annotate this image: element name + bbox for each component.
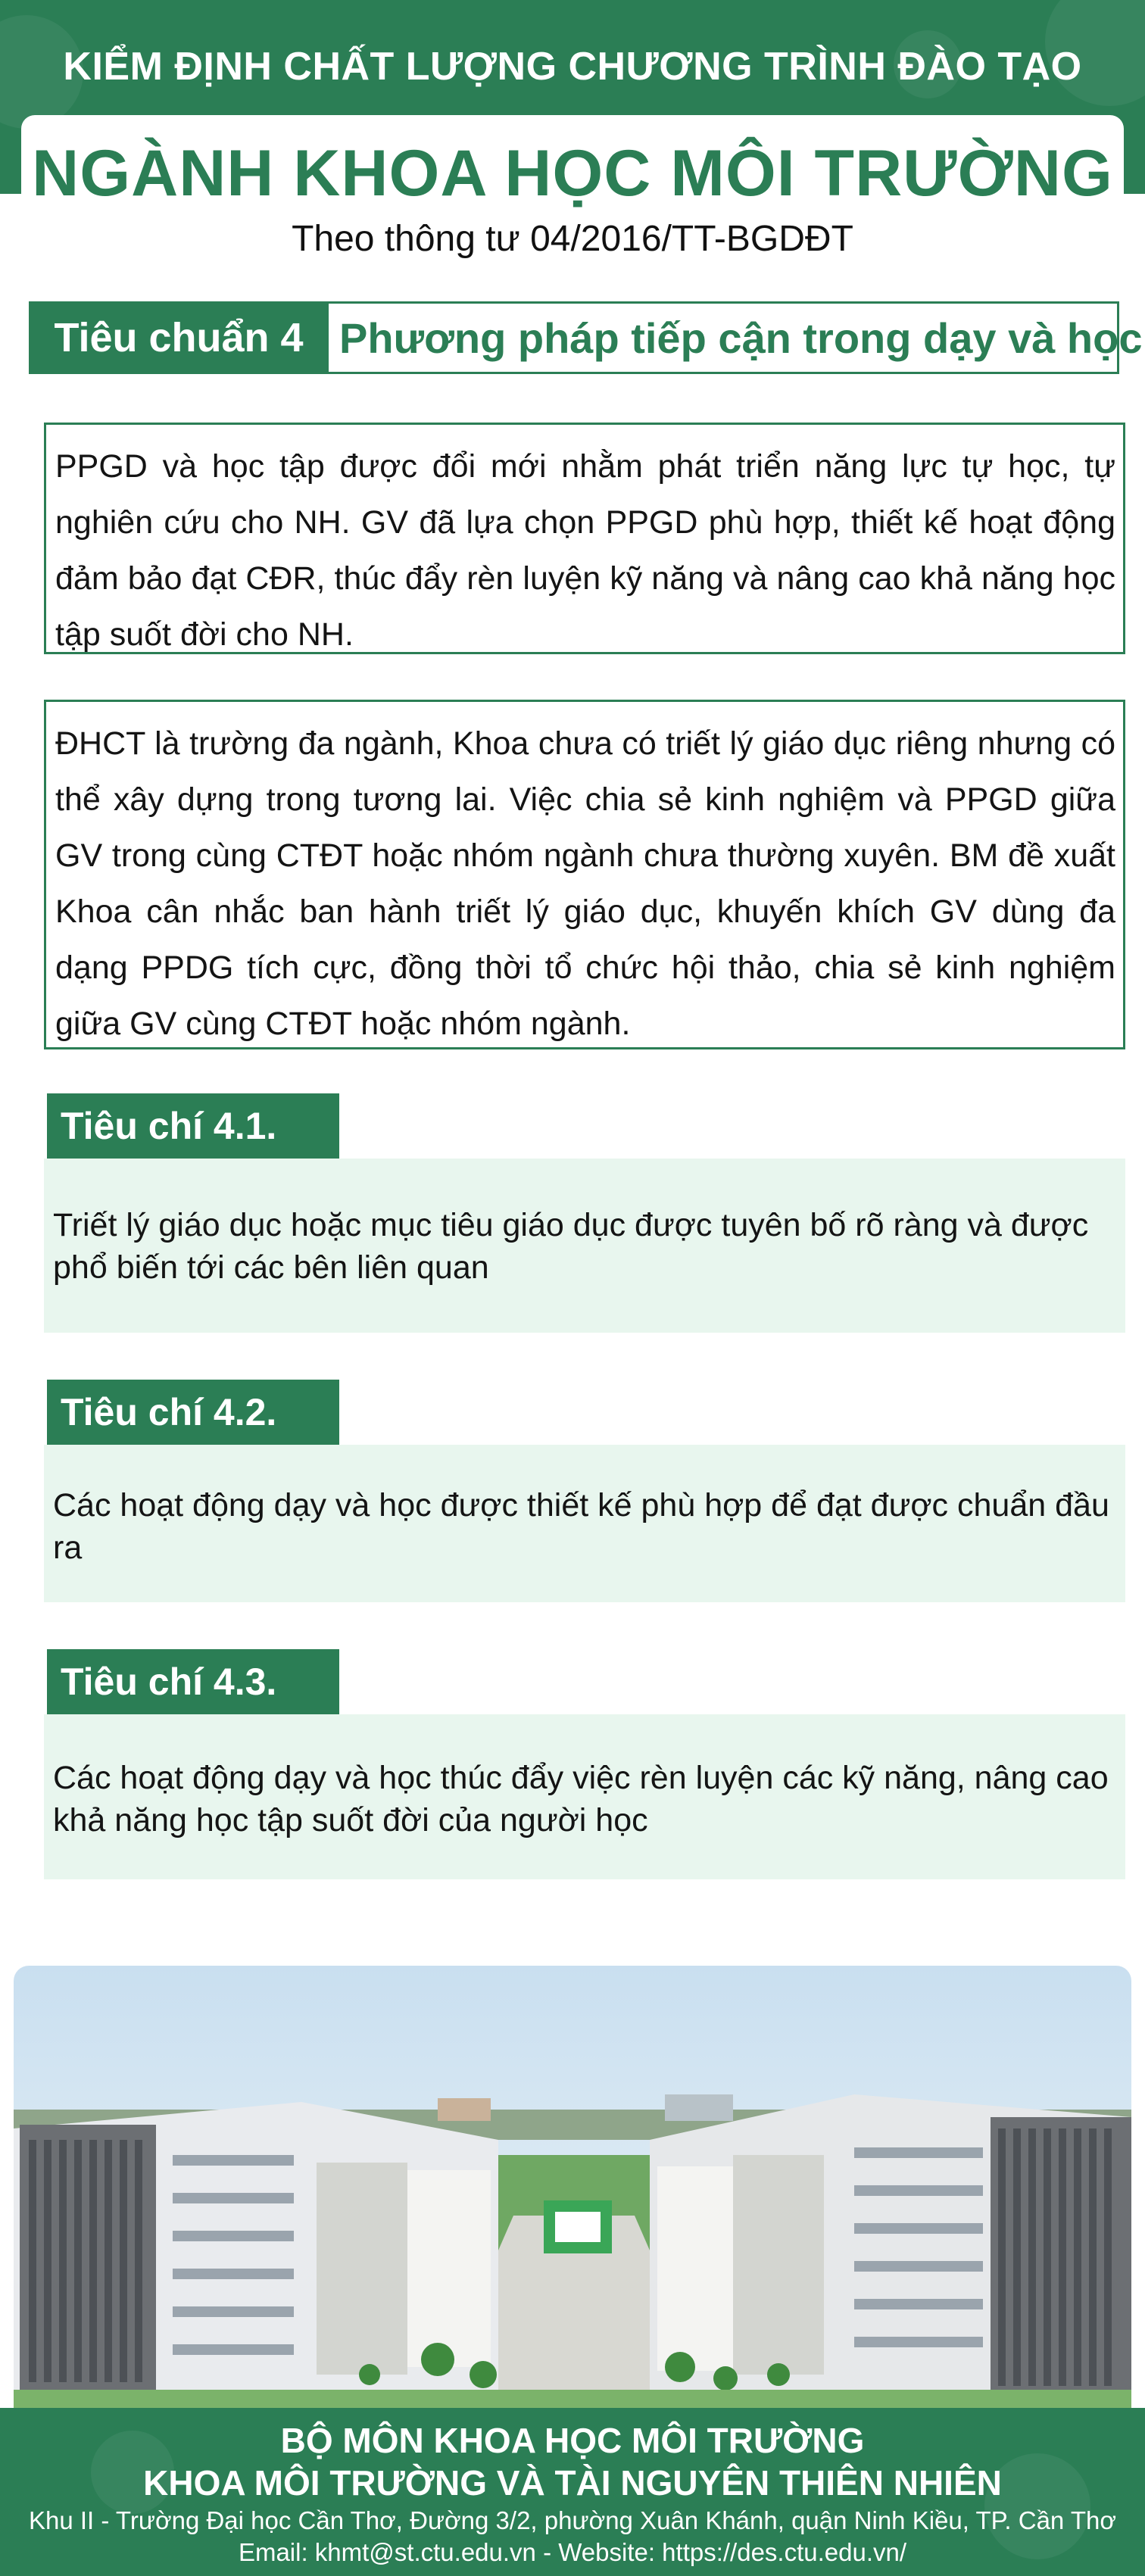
footer [0, 2408, 1145, 2576]
criterion-label-4-1: Tiêu chí 4.1. [47, 1093, 339, 1159]
footer-contact: Email: khmt@st.ctu.edu.vn - Website: https://des.ctu.edu.vn/ [238, 2538, 907, 2566]
footer-address: Khu II - Trường Đại học Cần Thơ, Đường 3/2, phường Xuân Khánh, quận Ninh Kiều, TP. Cần Thơ [28, 2506, 1116, 2534]
summary-paragraph: PPGD và học tập được đổi mới nhằm phát triển năng lực tự học, tự nghiên cứu cho NH. GV đã lựa chọn PPGD phù hợp, thiết kế hoạt động đảm bảo đạt CĐR, thúc đẩy rèn luyện kỹ năng và nâng cao khả năng học tập suốt đời cho NH. [44, 423, 1125, 654]
page-subtitle: Theo thông tư 04/2016/TT-BGDĐT [292, 219, 853, 259]
recommendation-paragraph: ĐHCT là trường đa ngành, Khoa chưa có triết lý giáo dục riêng nhưng có thể xây dựng trong tương lai. Việc chia sẻ kinh nghiệm và PPGD giữa GV trong cùng CTĐT hoặc nhóm ngành chưa thường xuyên. BM đề xuất Khoa cân nhắc ban hành triết lý giáo dục, khuyến khích GV dùng đa dạng PPDG tích cực, đồng thời tổ chức hội thảo, chia sẻ kinh nghiệm giữa GV cùng CTĐT hoặc nhóm ngành. [44, 700, 1125, 1049]
footer-department: BỘ MÔN KHOA HỌC MÔI TRƯỜNG [280, 2421, 865, 2460]
standard-name: Phương pháp tiếp cận trong dạy và học [329, 301, 1119, 374]
criterion-label-4-2: Tiêu chí 4.2. [47, 1380, 339, 1445]
standard-tag: Tiêu chuẩn 4 [29, 301, 329, 374]
footer-faculty: KHOA MÔI TRƯỜNG VÀ TÀI NGUYÊN THIÊN NHIÊN [143, 2463, 1002, 2503]
criterion-text-4-3: Các hoạt động dạy và học thúc đẩy việc rèn luyện các kỹ năng, nâng cao khả năng học tập suốt đời của người học [44, 1714, 1125, 1879]
criterion-text-4-2: Các hoạt động dạy và học được thiết kế phù hợp để đạt được chuẩn đầu ra [44, 1445, 1125, 1602]
title-card [21, 115, 1124, 321]
criterion-label-4-3: Tiêu chí 4.3. [47, 1649, 339, 1714]
campus-photo [14, 1966, 1131, 2411]
criterion-text-4-1: Triết lý giáo dục hoặc mục tiêu giáo dục được tuyên bố rõ ràng và được phổ biến tới các bên liên quan [44, 1159, 1125, 1333]
page-title: NGÀNH KHOA HỌC MÔI TRƯỜNG [32, 137, 1113, 210]
header-kicker: KIỂM ĐỊNH CHẤT LƯỢNG CHƯƠNG TRÌNH ĐÀO TẠO [63, 45, 1082, 89]
campus-illustration [14, 1966, 1131, 2411]
